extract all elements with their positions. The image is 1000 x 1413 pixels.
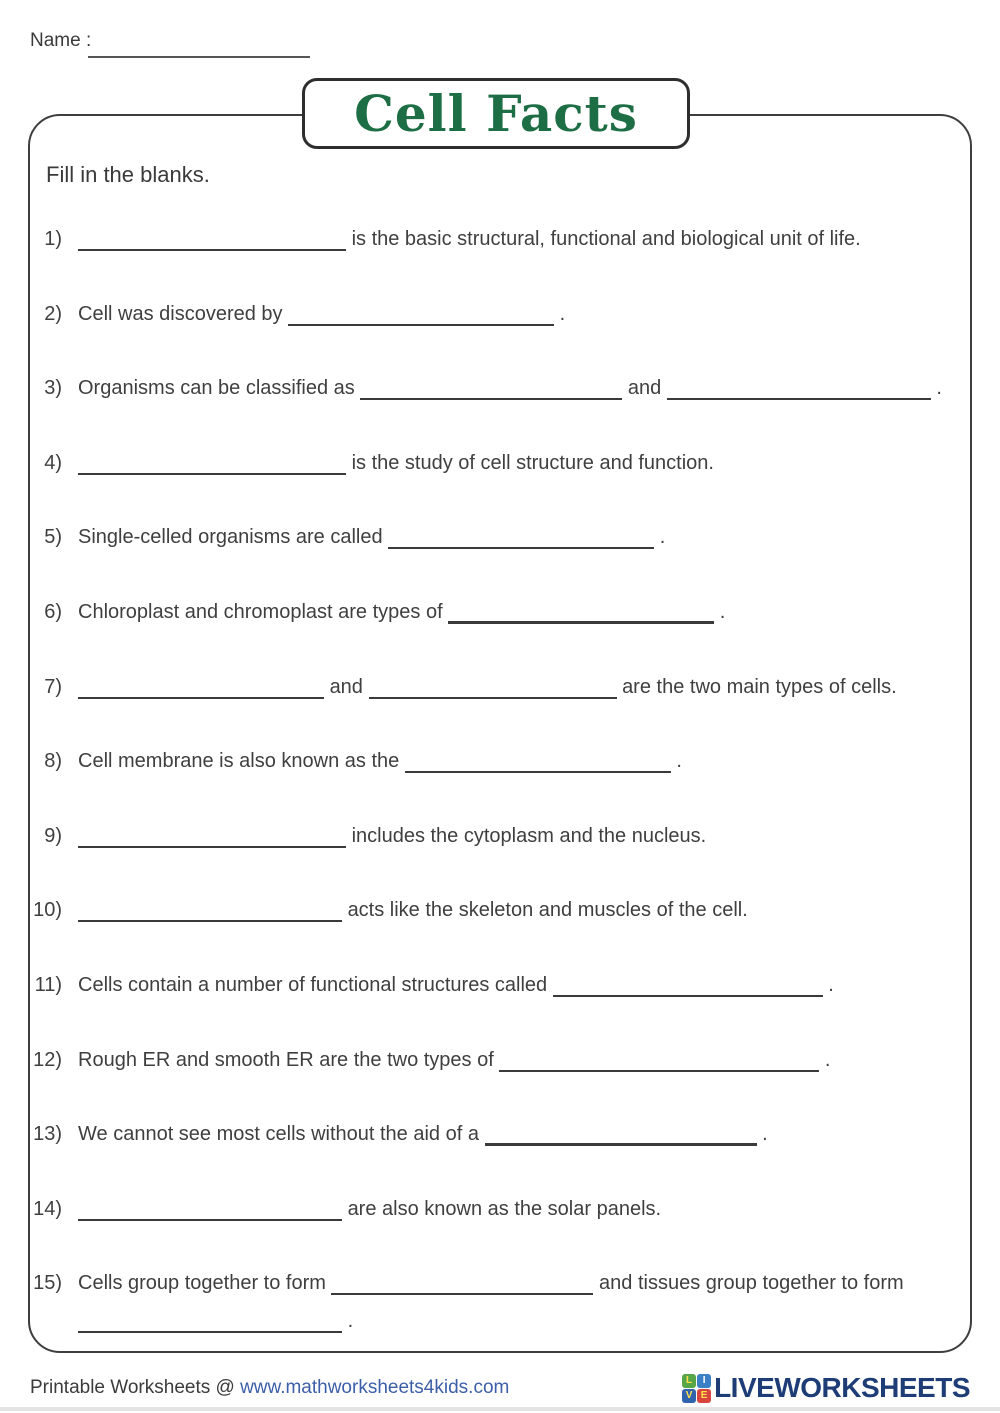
question-number: 7) (44, 676, 62, 698)
question-text: . (659, 526, 666, 548)
footer-credit (30, 1377, 509, 1399)
liveworksheets-logo[interactable] (682, 1372, 970, 1404)
question-text: acts like the skeleton and muscles of the cell. (347, 899, 748, 921)
question-number: 2) (44, 303, 62, 325)
question-number: 1) (44, 228, 62, 250)
answer-blank[interactable] (405, 753, 671, 773)
liveworksheets-icon (682, 1374, 711, 1403)
answer-blank[interactable] (369, 679, 617, 699)
question-text: is the study of cell structure and function. (351, 452, 714, 474)
answer-blank[interactable] (78, 828, 346, 848)
instruction-text: Fill in the blanks. (46, 162, 210, 187)
name-label: Name : (30, 30, 92, 51)
question-number: 14) (33, 1198, 62, 1220)
question-row (22, 369, 964, 407)
question-text: and (329, 676, 363, 698)
question-text: . (559, 303, 566, 325)
answer-blank[interactable] (78, 1313, 342, 1333)
question-text: . (347, 1310, 354, 1332)
question-text: includes the cytoplasm and the nucleus. (351, 825, 707, 847)
question-text: Organisms can be classified as (78, 377, 355, 399)
question-row (22, 1115, 964, 1153)
question-row (22, 966, 964, 1004)
question-text: . (936, 377, 942, 399)
question-number: 13) (33, 1123, 62, 1145)
question-row (22, 668, 964, 706)
brand-tile-l: L (682, 1374, 696, 1388)
question-text: and tissues group together to form (599, 1272, 904, 1294)
question-row (22, 817, 964, 855)
question-text: Single-celled organisms are called (78, 526, 383, 548)
question-number: 11) (34, 974, 62, 996)
question-text: and (627, 377, 662, 399)
answer-blank[interactable] (499, 1052, 819, 1072)
question-text: Chloroplast and chromoplast are types of (78, 601, 443, 623)
question-number: 9) (44, 825, 62, 847)
liveworksheets-wordmark: LIVEWORKSHEETS (714, 1372, 970, 1403)
brand-tile-e: E (697, 1389, 711, 1403)
brand-tile-i: I (697, 1374, 711, 1388)
question-row (22, 1041, 964, 1079)
question-text: Rough ER and smooth ER are the two types of (78, 1049, 494, 1071)
question-row (22, 444, 964, 482)
page-title: Cell Facts (354, 84, 638, 143)
answer-blank[interactable] (78, 455, 346, 475)
question-row (22, 220, 964, 258)
question-row (22, 295, 964, 333)
question-text: . (824, 1049, 831, 1071)
question-row (22, 593, 964, 631)
answer-blank[interactable] (331, 1275, 593, 1295)
question-number: 5) (44, 526, 62, 548)
question-number: 12) (33, 1049, 62, 1071)
answer-blank[interactable] (78, 679, 324, 699)
answer-blank[interactable] (78, 1201, 342, 1221)
answer-blank[interactable] (288, 306, 554, 326)
question-text: . (676, 750, 682, 772)
brand-tile-v: V (682, 1389, 696, 1403)
footer-credit-link[interactable]: www.mathworksheets4kids.com (240, 1377, 510, 1398)
answer-blank[interactable] (388, 529, 654, 549)
question-text: Cells contain a number of functional structures called (78, 974, 548, 996)
answer-blank[interactable] (78, 231, 346, 251)
question-text: Cells group together to form (78, 1272, 326, 1294)
question-text: is the basic structural, functional and biological unit of life. (351, 228, 861, 250)
question-text: Cell membrane is also known as the (78, 750, 400, 772)
answer-blank[interactable] (78, 902, 342, 922)
question-row (22, 891, 964, 929)
question-row (22, 518, 964, 556)
question-row (22, 742, 964, 780)
question-number: 10) (33, 899, 62, 921)
question-text: are also known as the solar panels. (347, 1198, 662, 1220)
question-text: . (762, 1123, 768, 1145)
question-number: 3) (44, 377, 62, 399)
question-text: . (828, 974, 834, 996)
footer-credit-prefix: Printable Worksheets @ (30, 1377, 241, 1398)
question-text: Cell was discovered by (78, 303, 283, 325)
question-number: 4) (44, 452, 62, 474)
question-number: 8) (44, 750, 62, 772)
question-number: 15) (33, 1272, 62, 1294)
question-row (22, 1190, 964, 1228)
answer-blank[interactable] (485, 1126, 757, 1146)
question-text: We cannot see most cells without the aid of a (78, 1123, 479, 1145)
question-row (22, 1264, 964, 1340)
answer-blank[interactable] (553, 977, 823, 997)
question-text: are the two main types of cells. (622, 676, 897, 698)
answer-blank[interactable] (448, 604, 714, 624)
answer-blank[interactable] (360, 380, 622, 400)
footer (30, 1368, 970, 1408)
question-number: 6) (44, 601, 62, 623)
answer-blank[interactable] (667, 380, 931, 400)
question-text: . (719, 601, 726, 623)
